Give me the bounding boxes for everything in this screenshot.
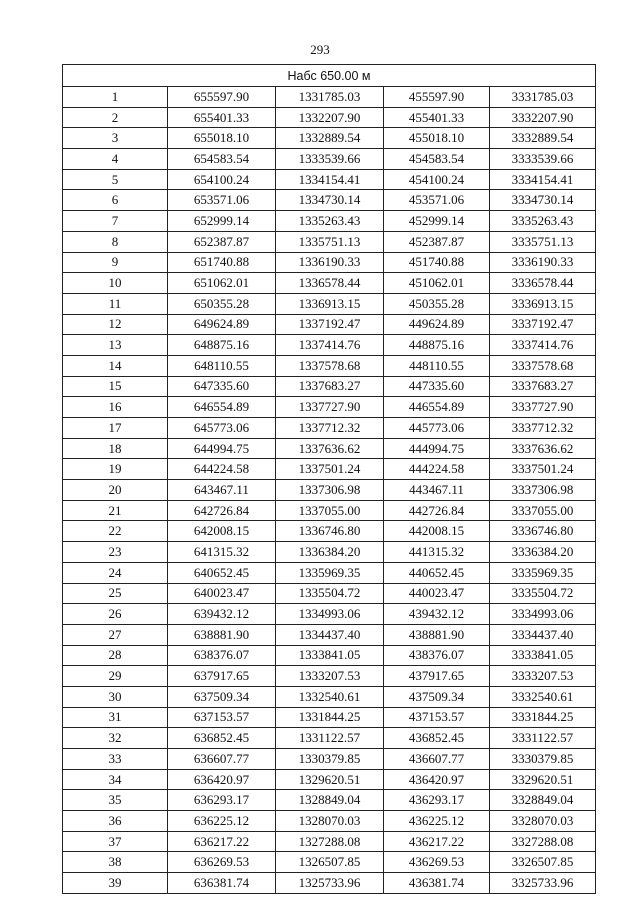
y-coordinate-cell: 1336384.20 bbox=[276, 542, 384, 563]
y-coordinate-cell: 1327288.08 bbox=[276, 831, 384, 852]
table-row bbox=[63, 852, 596, 873]
x-coordinate-cell: 636420.97 bbox=[168, 769, 276, 790]
point-number-cell: 16 bbox=[63, 397, 168, 418]
point-number-cell: 15 bbox=[63, 376, 168, 397]
x-msk-coordinate-cell: 436381.74 bbox=[384, 873, 490, 894]
y-msk-coordinate-cell: 3328849.04 bbox=[490, 790, 596, 811]
point-number-cell: 5 bbox=[63, 169, 168, 190]
y-coordinate-cell: 1329620.51 bbox=[276, 769, 384, 790]
x-coordinate-cell: 651062.01 bbox=[168, 273, 276, 294]
x-msk-coordinate-cell: 444994.75 bbox=[384, 438, 490, 459]
y-msk-coordinate-cell: 3335504.72 bbox=[490, 583, 596, 604]
x-coordinate-cell: 637153.57 bbox=[168, 707, 276, 728]
point-number-cell: 10 bbox=[63, 273, 168, 294]
table-row bbox=[63, 521, 596, 542]
y-msk-coordinate-cell: 3334993.06 bbox=[490, 604, 596, 625]
y-coordinate-cell: 1332207.90 bbox=[276, 107, 384, 128]
y-coordinate-cell: 1335751.13 bbox=[276, 231, 384, 252]
x-coordinate-cell: 650355.28 bbox=[168, 293, 276, 314]
x-msk-coordinate-cell: 445773.06 bbox=[384, 418, 490, 439]
y-coordinate-cell: 1325733.96 bbox=[276, 873, 384, 894]
table-row bbox=[63, 87, 596, 108]
y-msk-coordinate-cell: 3325733.96 bbox=[490, 873, 596, 894]
table-row bbox=[63, 231, 596, 252]
x-msk-coordinate-cell: 442726.84 bbox=[384, 500, 490, 521]
y-msk-coordinate-cell: 3337712.32 bbox=[490, 418, 596, 439]
y-coordinate-cell: 1334437.40 bbox=[276, 624, 384, 645]
x-msk-coordinate-cell: 453571.06 bbox=[384, 190, 490, 211]
table-row bbox=[63, 438, 596, 459]
x-msk-coordinate-cell: 454100.24 bbox=[384, 169, 490, 190]
x-msk-coordinate-cell: 455597.90 bbox=[384, 87, 490, 108]
y-coordinate-cell: 1337306.98 bbox=[276, 480, 384, 501]
point-number-cell: 28 bbox=[63, 645, 168, 666]
x-coordinate-cell: 641315.32 bbox=[168, 542, 276, 563]
y-coordinate-cell: 1326507.85 bbox=[276, 852, 384, 873]
x-coordinate-cell: 636225.12 bbox=[168, 811, 276, 832]
y-coordinate-cell: 1328849.04 bbox=[276, 790, 384, 811]
x-coordinate-cell: 644994.75 bbox=[168, 438, 276, 459]
y-msk-coordinate-cell: 3335751.13 bbox=[490, 231, 596, 252]
y-msk-coordinate-cell: 3333207.53 bbox=[490, 666, 596, 687]
x-msk-coordinate-cell: 436217.22 bbox=[384, 831, 490, 852]
x-msk-coordinate-cell: 440023.47 bbox=[384, 583, 490, 604]
point-number-cell: 29 bbox=[63, 666, 168, 687]
point-number-cell: 6 bbox=[63, 190, 168, 211]
y-coordinate-cell: 1331122.57 bbox=[276, 728, 384, 749]
y-coordinate-cell: 1334993.06 bbox=[276, 604, 384, 625]
table-row bbox=[63, 769, 596, 790]
x-msk-coordinate-cell: 436293.17 bbox=[384, 790, 490, 811]
y-msk-coordinate-cell: 3337683.27 bbox=[490, 376, 596, 397]
y-msk-coordinate-cell: 3336746.80 bbox=[490, 521, 596, 542]
point-number-cell: 8 bbox=[63, 231, 168, 252]
point-number-cell: 21 bbox=[63, 500, 168, 521]
x-coordinate-cell: 636217.22 bbox=[168, 831, 276, 852]
point-number-cell: 20 bbox=[63, 480, 168, 501]
point-number-cell: 9 bbox=[63, 252, 168, 273]
y-msk-coordinate-cell: 3332889.54 bbox=[490, 128, 596, 149]
y-msk-coordinate-cell: 3337636.62 bbox=[490, 438, 596, 459]
x-coordinate-cell: 646554.89 bbox=[168, 397, 276, 418]
y-coordinate-cell: 1337727.90 bbox=[276, 397, 384, 418]
y-msk-coordinate-cell: 3332540.61 bbox=[490, 686, 596, 707]
y-msk-coordinate-cell: 3332207.90 bbox=[490, 107, 596, 128]
table-row bbox=[63, 169, 596, 190]
y-coordinate-cell: 1333207.53 bbox=[276, 666, 384, 687]
point-number-cell: 14 bbox=[63, 355, 168, 376]
y-msk-coordinate-cell: 3337306.98 bbox=[490, 480, 596, 501]
y-msk-coordinate-cell: 3326507.85 bbox=[490, 852, 596, 873]
point-number-cell: 1 bbox=[63, 87, 168, 108]
table-row bbox=[63, 418, 596, 439]
table-row bbox=[63, 749, 596, 770]
point-number-cell: 33 bbox=[63, 749, 168, 770]
y-msk-coordinate-cell: 3336190.33 bbox=[490, 252, 596, 273]
x-msk-coordinate-cell: 444224.58 bbox=[384, 459, 490, 480]
y-msk-coordinate-cell: 3333539.66 bbox=[490, 149, 596, 170]
y-coordinate-cell: 1332540.61 bbox=[276, 686, 384, 707]
y-msk-coordinate-cell: 3337727.90 bbox=[490, 397, 596, 418]
x-coordinate-cell: 636381.74 bbox=[168, 873, 276, 894]
point-number-cell: 26 bbox=[63, 604, 168, 625]
y-coordinate-cell: 1331844.25 bbox=[276, 707, 384, 728]
y-msk-coordinate-cell: 3329620.51 bbox=[490, 769, 596, 790]
point-number-cell: 23 bbox=[63, 542, 168, 563]
x-coordinate-cell: 655018.10 bbox=[168, 128, 276, 149]
x-msk-coordinate-cell: 454583.54 bbox=[384, 149, 490, 170]
y-msk-coordinate-cell: 3337578.68 bbox=[490, 355, 596, 376]
table-row bbox=[63, 273, 596, 294]
x-coordinate-cell: 655401.33 bbox=[168, 107, 276, 128]
y-msk-coordinate-cell: 3337192.47 bbox=[490, 314, 596, 335]
point-number-cell: 32 bbox=[63, 728, 168, 749]
x-msk-coordinate-cell: 448875.16 bbox=[384, 335, 490, 356]
point-number-cell: 18 bbox=[63, 438, 168, 459]
x-coordinate-cell: 654100.24 bbox=[168, 169, 276, 190]
point-number-cell: 27 bbox=[63, 624, 168, 645]
y-coordinate-cell: 1335969.35 bbox=[276, 562, 384, 583]
table-row bbox=[63, 562, 596, 583]
point-number-cell: 3 bbox=[63, 128, 168, 149]
x-coordinate-cell: 651740.88 bbox=[168, 252, 276, 273]
x-coordinate-cell: 648875.16 bbox=[168, 335, 276, 356]
y-msk-coordinate-cell: 3331785.03 bbox=[490, 87, 596, 108]
y-coordinate-cell: 1337636.62 bbox=[276, 438, 384, 459]
point-number-cell: 24 bbox=[63, 562, 168, 583]
x-coordinate-cell: 647335.60 bbox=[168, 376, 276, 397]
point-number-cell: 2 bbox=[63, 107, 168, 128]
y-coordinate-cell: 1337414.76 bbox=[276, 335, 384, 356]
table-row bbox=[63, 128, 596, 149]
y-coordinate-cell: 1333539.66 bbox=[276, 149, 384, 170]
point-number-cell: 13 bbox=[63, 335, 168, 356]
y-coordinate-cell: 1330379.85 bbox=[276, 749, 384, 770]
y-msk-coordinate-cell: 3336913.15 bbox=[490, 293, 596, 314]
x-msk-coordinate-cell: 452999.14 bbox=[384, 211, 490, 232]
table-row bbox=[63, 811, 596, 832]
x-coordinate-cell: 636852.45 bbox=[168, 728, 276, 749]
x-msk-coordinate-cell: 450355.28 bbox=[384, 293, 490, 314]
x-msk-coordinate-cell: 446554.89 bbox=[384, 397, 490, 418]
x-coordinate-cell: 639432.12 bbox=[168, 604, 276, 625]
x-msk-coordinate-cell: 436269.53 bbox=[384, 852, 490, 873]
x-msk-coordinate-cell: 438376.07 bbox=[384, 645, 490, 666]
y-coordinate-cell: 1337055.00 bbox=[276, 500, 384, 521]
table-row bbox=[63, 459, 596, 480]
x-msk-coordinate-cell: 441315.32 bbox=[384, 542, 490, 563]
x-coordinate-cell: 637509.34 bbox=[168, 686, 276, 707]
table-row bbox=[63, 873, 596, 894]
table-row bbox=[63, 790, 596, 811]
y-msk-coordinate-cell: 3335263.43 bbox=[490, 211, 596, 232]
point-number-cell: 4 bbox=[63, 149, 168, 170]
x-msk-coordinate-cell: 449624.89 bbox=[384, 314, 490, 335]
x-coordinate-cell: 654583.54 bbox=[168, 149, 276, 170]
x-msk-coordinate-cell: 455401.33 bbox=[384, 107, 490, 128]
x-msk-coordinate-cell: 447335.60 bbox=[384, 376, 490, 397]
x-msk-coordinate-cell: 439432.12 bbox=[384, 604, 490, 625]
table-header: Набс 650.00 м bbox=[63, 65, 596, 87]
x-msk-coordinate-cell: 440652.45 bbox=[384, 562, 490, 583]
x-coordinate-cell: 636607.77 bbox=[168, 749, 276, 770]
point-number-cell: 37 bbox=[63, 831, 168, 852]
x-msk-coordinate-cell: 437917.65 bbox=[384, 666, 490, 687]
y-msk-coordinate-cell: 3330379.85 bbox=[490, 749, 596, 770]
x-msk-coordinate-cell: 451740.88 bbox=[384, 252, 490, 273]
y-coordinate-cell: 1332889.54 bbox=[276, 128, 384, 149]
x-msk-coordinate-cell: 443467.11 bbox=[384, 480, 490, 501]
table-row bbox=[63, 376, 596, 397]
x-msk-coordinate-cell: 442008.15 bbox=[384, 521, 490, 542]
x-coordinate-cell: 644224.58 bbox=[168, 459, 276, 480]
y-msk-coordinate-cell: 3334730.14 bbox=[490, 190, 596, 211]
table-row bbox=[63, 831, 596, 852]
y-msk-coordinate-cell: 3335969.35 bbox=[490, 562, 596, 583]
point-number-cell: 19 bbox=[63, 459, 168, 480]
point-number-cell: 11 bbox=[63, 293, 168, 314]
table-row bbox=[63, 293, 596, 314]
x-coordinate-cell: 636269.53 bbox=[168, 852, 276, 873]
point-number-cell: 12 bbox=[63, 314, 168, 335]
table-row bbox=[63, 624, 596, 645]
x-msk-coordinate-cell: 448110.55 bbox=[384, 355, 490, 376]
y-coordinate-cell: 1334730.14 bbox=[276, 190, 384, 211]
x-coordinate-cell: 637917.65 bbox=[168, 666, 276, 687]
table-header-row bbox=[63, 65, 596, 87]
x-msk-coordinate-cell: 436225.12 bbox=[384, 811, 490, 832]
x-coordinate-cell: 638881.90 bbox=[168, 624, 276, 645]
table-row bbox=[63, 107, 596, 128]
table-row bbox=[63, 645, 596, 666]
y-msk-coordinate-cell: 3334437.40 bbox=[490, 624, 596, 645]
x-coordinate-cell: 655597.90 bbox=[168, 87, 276, 108]
table-row bbox=[63, 542, 596, 563]
x-msk-coordinate-cell: 437153.57 bbox=[384, 707, 490, 728]
y-coordinate-cell: 1335504.72 bbox=[276, 583, 384, 604]
x-coordinate-cell: 643467.11 bbox=[168, 480, 276, 501]
y-coordinate-cell: 1336746.80 bbox=[276, 521, 384, 542]
y-msk-coordinate-cell: 3337501.24 bbox=[490, 459, 596, 480]
y-msk-coordinate-cell: 3334154.41 bbox=[490, 169, 596, 190]
y-coordinate-cell: 1335263.43 bbox=[276, 211, 384, 232]
table-row bbox=[63, 500, 596, 521]
table-row bbox=[63, 314, 596, 335]
point-number-cell: 7 bbox=[63, 211, 168, 232]
y-msk-coordinate-cell: 3337055.00 bbox=[490, 500, 596, 521]
table-row bbox=[63, 666, 596, 687]
y-msk-coordinate-cell: 3333841.05 bbox=[490, 645, 596, 666]
table-row bbox=[63, 707, 596, 728]
y-coordinate-cell: 1337712.32 bbox=[276, 418, 384, 439]
y-coordinate-cell: 1331785.03 bbox=[276, 87, 384, 108]
coordinates-table bbox=[62, 64, 596, 894]
x-msk-coordinate-cell: 452387.87 bbox=[384, 231, 490, 252]
table-row bbox=[63, 252, 596, 273]
page-number: 293 bbox=[310, 42, 330, 57]
x-coordinate-cell: 642726.84 bbox=[168, 500, 276, 521]
y-coordinate-cell: 1336190.33 bbox=[276, 252, 384, 273]
table-row bbox=[63, 335, 596, 356]
y-msk-coordinate-cell: 3336384.20 bbox=[490, 542, 596, 563]
point-number-cell: 35 bbox=[63, 790, 168, 811]
x-coordinate-cell: 636293.17 bbox=[168, 790, 276, 811]
x-msk-coordinate-cell: 438881.90 bbox=[384, 624, 490, 645]
x-coordinate-cell: 648110.55 bbox=[168, 355, 276, 376]
y-msk-coordinate-cell: 3327288.08 bbox=[490, 831, 596, 852]
y-coordinate-cell: 1334154.41 bbox=[276, 169, 384, 190]
y-coordinate-cell: 1336913.15 bbox=[276, 293, 384, 314]
x-msk-coordinate-cell: 437509.34 bbox=[384, 686, 490, 707]
point-number-cell: 17 bbox=[63, 418, 168, 439]
x-coordinate-cell: 640023.47 bbox=[168, 583, 276, 604]
x-msk-coordinate-cell: 436852.45 bbox=[384, 728, 490, 749]
x-coordinate-cell: 640652.45 bbox=[168, 562, 276, 583]
y-msk-coordinate-cell: 3328070.03 bbox=[490, 811, 596, 832]
x-msk-coordinate-cell: 436420.97 bbox=[384, 769, 490, 790]
y-coordinate-cell: 1337578.68 bbox=[276, 355, 384, 376]
point-number-cell: 22 bbox=[63, 521, 168, 542]
point-number-cell: 38 bbox=[63, 852, 168, 873]
point-number-cell: 25 bbox=[63, 583, 168, 604]
table-row bbox=[63, 355, 596, 376]
y-coordinate-cell: 1337501.24 bbox=[276, 459, 384, 480]
x-msk-coordinate-cell: 436607.77 bbox=[384, 749, 490, 770]
x-coordinate-cell: 652387.87 bbox=[168, 231, 276, 252]
table-row bbox=[63, 480, 596, 501]
y-msk-coordinate-cell: 3336578.44 bbox=[490, 273, 596, 294]
y-coordinate-cell: 1336578.44 bbox=[276, 273, 384, 294]
x-coordinate-cell: 649624.89 bbox=[168, 314, 276, 335]
x-coordinate-cell: 652999.14 bbox=[168, 211, 276, 232]
table-row bbox=[63, 397, 596, 418]
table-row bbox=[63, 604, 596, 625]
point-number-cell: 30 bbox=[63, 686, 168, 707]
point-number-cell: 39 bbox=[63, 873, 168, 894]
x-coordinate-cell: 638376.07 bbox=[168, 645, 276, 666]
y-msk-coordinate-cell: 3331122.57 bbox=[490, 728, 596, 749]
y-coordinate-cell: 1333841.05 bbox=[276, 645, 384, 666]
table-row bbox=[63, 149, 596, 170]
x-msk-coordinate-cell: 451062.01 bbox=[384, 273, 490, 294]
table-row bbox=[63, 728, 596, 749]
table-row bbox=[63, 686, 596, 707]
point-number-cell: 36 bbox=[63, 811, 168, 832]
y-coordinate-cell: 1328070.03 bbox=[276, 811, 384, 832]
table-row bbox=[63, 190, 596, 211]
y-coordinate-cell: 1337192.47 bbox=[276, 314, 384, 335]
y-msk-coordinate-cell: 3337414.76 bbox=[490, 335, 596, 356]
x-coordinate-cell: 642008.15 bbox=[168, 521, 276, 542]
x-coordinate-cell: 653571.06 bbox=[168, 190, 276, 211]
point-number-cell: 34 bbox=[63, 769, 168, 790]
y-coordinate-cell: 1337683.27 bbox=[276, 376, 384, 397]
table-row bbox=[63, 211, 596, 232]
point-number-cell: 31 bbox=[63, 707, 168, 728]
table-row bbox=[63, 583, 596, 604]
y-msk-coordinate-cell: 3331844.25 bbox=[490, 707, 596, 728]
x-msk-coordinate-cell: 455018.10 bbox=[384, 128, 490, 149]
x-coordinate-cell: 645773.06 bbox=[168, 418, 276, 439]
